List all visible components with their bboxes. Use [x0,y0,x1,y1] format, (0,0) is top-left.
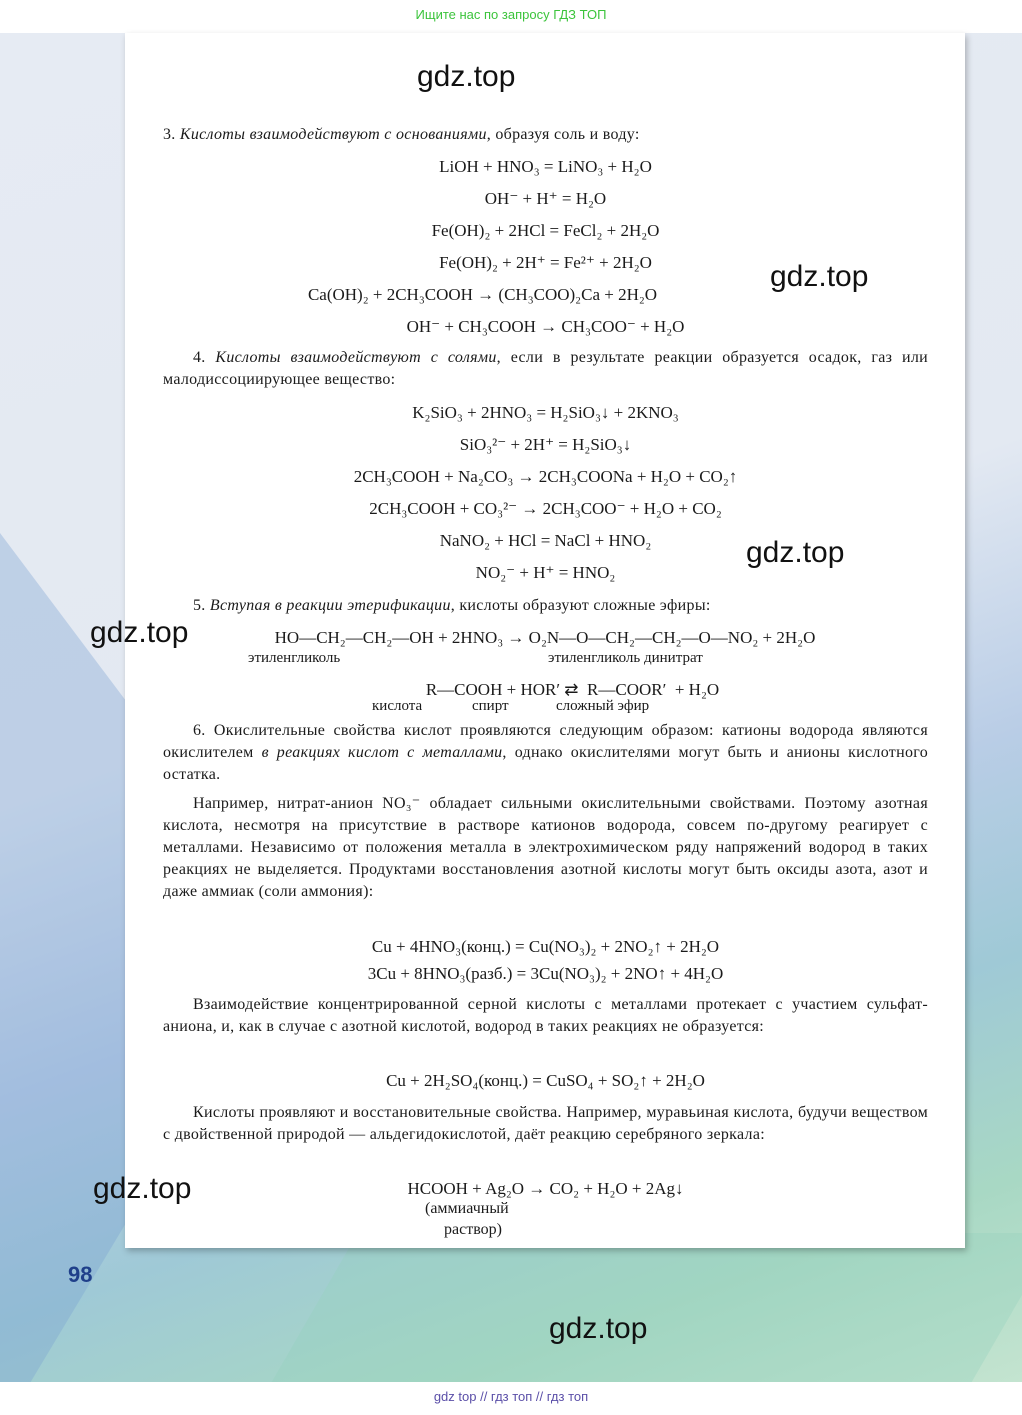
paragraph: Например, нитрат-анион NO₃⁻ обладает сильными окислительными свойствами. Поэтому азотная кислота, несмотря на присутствие в растворе катионов водорода, совсем по-другому реагирует с металлами. Независимо от положения металла в электрохимическом ряду напряжений водород в таких реакциях не выделяется. Продуктами восстановления азотной кислоты могут быть оксиды азота, азот и даже аммиак (соли аммония): [163,795,928,900]
equation-label: этиленгликоль [248,650,341,666]
section-number: 3. [163,126,180,143]
section-text: 6. Окислительные свойства кислот проявляются следующим образом: катионы водорода являются окислителем [163,722,928,761]
watermark: gdz.top [90,616,189,649]
equation: R—COOH + HOR′ ⇄ R—COOR′ + H₂O [425,680,720,699]
equation: HO—CH₂—CH₂—OH + 2HNO₃ → O₂N—O—CH₂—CH₂—O—NO₂ + 2H₂O [274,628,816,647]
header-banner[interactable]: Ищите нас по запросу ГДЗ ТОП [0,0,1022,33]
watermark: gdz.top [93,1172,192,1205]
equation: Cu + 2H₂SO₄(конц.) = CuSO₄ + SO₂↑ + 2H₂O [386,1071,705,1090]
equation: OH⁻ + CH₃COOH → CH₃COO⁻ + H₂O [406,317,685,336]
section-title: Кислоты взаимодействуют с основаниями [179,126,487,143]
equation: Fe(OH)₂ + 2H⁺ = Fe²⁺ + 2H₂O [439,253,652,272]
page-number: 98 [68,1262,93,1287]
section-4 [163,347,928,391]
paragraph: Кислоты проявляют и восстановительные свойства. Например, муравьиная кислота, будучи веществом с двойственной природой — альдегидокислотой, даёт реакцию серебряного зеркала: [163,1104,928,1143]
section-text: , образуя соль и воду: [486,126,640,143]
section-5 [163,595,928,617]
section-text: , кислоты образуют сложные эфиры: [450,597,711,614]
equation-label: этиленгликоль динитрат [548,650,703,666]
equation: Fe(OH)₂ + 2HCl = FeCl₂ + 2H₂O [431,221,660,240]
equation: NO₂⁻ + H⁺ = HNO₂ [475,563,616,582]
section-title: Кислоты взаимодействуют с солями [215,349,497,366]
equation-note: раствор) [444,1221,502,1238]
section-number: 5. [193,597,210,614]
section-text: , однако окислителями могут быть и анионы кислотного остатка. [163,744,929,783]
equation: Cu + 4HNO₃(конц.) = Cu(NO₃)₂ + 2NO₂↑ + 2H₂O [371,937,720,956]
section-title: Вступая в реакции этерификации [209,597,451,614]
equation: 2CH₃COOH + Na₂CO₃ → 2CH₃COONa + H₂O + CO₂↑ [353,467,738,486]
paragraph: Взаимодействие концентрированной серной кислоты с металлами протекает с участием сульфат-аниона, и, как в случае с азотной кислотой, водород в таких реакциях не образуется: [163,996,928,1035]
equation: LiOH + HNO₃ = LiNO₃ + H₂O [439,157,652,176]
section-number: 4. [193,349,216,366]
section-emphasis: в реакциях кислот с металлами [261,744,503,761]
section-6 [163,720,928,786]
equation-note: (аммиачный [425,1200,509,1217]
section-3 [163,124,928,146]
equation-label: кислота [372,698,423,714]
equation: HCOOH + Ag₂O → CO₂ + H₂O + 2Ag↓ [407,1179,684,1198]
watermark: gdz.top [746,536,845,569]
equation: OH⁻ + H⁺ = H₂O [484,189,607,208]
equation: NaNO₂ + HCl = NaCl + HNO₂ [439,531,652,550]
section-text: , если в результате реакции образуется осадок, газ или малодиссоциирующее вещество: [163,349,929,388]
footer-banner[interactable]: gdz top // гдз топ // гдз топ [0,1382,1022,1415]
equation: SiO₃²⁻ + 2H⁺ = H₂SiO₃↓ [459,435,632,454]
watermark: gdz.top [417,60,516,93]
equation-label: спирт [472,698,509,714]
equation: K₂SiO₃ + 2HNO₃ = H₂SiO₃↓ + 2KNO₃ [412,403,679,422]
equation: Ca(OH)₂ + 2CH₃COOH → (CH₃COO)₂Ca + 2H₂O [307,285,658,304]
decor-shape [242,1233,1022,1383]
watermark: gdz.top [549,1312,648,1345]
equation: 3Cu + 8HNO₃(разб.) = 3Cu(NO₃)₂ + 2NO↑ + 4H₂O [367,964,724,983]
equation-label: сложный эфир [556,698,650,714]
equation: 2CH₃COOH + CO₃²⁻ → 2CH₃COO⁻ + H₂O + CO₂ [369,499,722,518]
watermark: gdz.top [770,260,869,293]
